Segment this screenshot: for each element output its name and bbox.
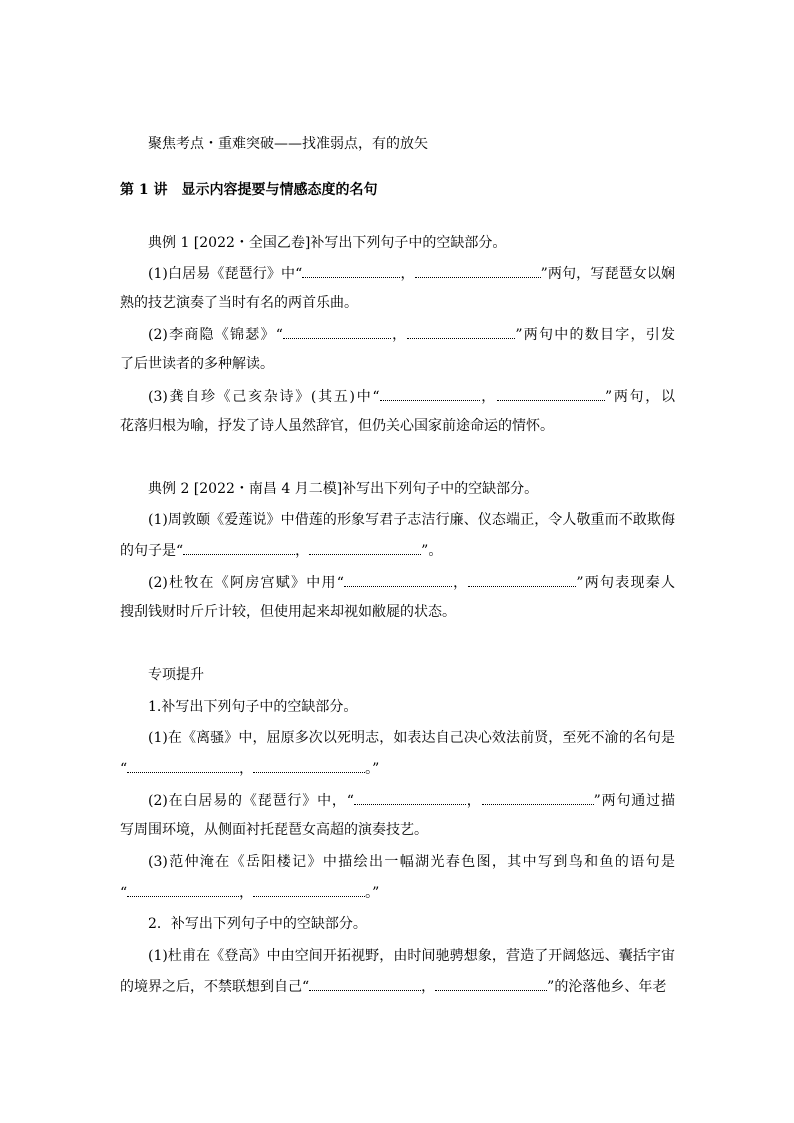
answer-blank[interactable] xyxy=(309,976,421,991)
practice-item1-q3-line1: (3)范仲淹在《岳阳楼记》中描绘出一幅湖光春色图，其中写到鸟和鱼的语句是 xyxy=(148,854,675,870)
text: ， xyxy=(390,327,408,343)
example1-q3-line2: 花落归根为喻，抒发了诗人虽然辞官，但仍关心国家前途命运的情怀。 xyxy=(120,418,554,434)
example2-q2-line2: 搜刮钱财时斤斤计较，但使用起来却视如敝屣的状态。 xyxy=(120,604,456,620)
practice-item2-q1-line2 xyxy=(120,976,675,997)
example1-q2-line2: 了后世读者的多种解读。 xyxy=(120,356,274,372)
text: ， xyxy=(465,793,482,809)
lesson-title: 第 1 讲 显示内容提要与情感态度的名句 xyxy=(120,182,378,198)
example1-q3-line1 xyxy=(148,386,675,407)
text: ， xyxy=(239,761,254,777)
text: ， xyxy=(479,389,497,405)
text: ， xyxy=(421,979,436,995)
example2-q1-line2 xyxy=(120,540,675,561)
answer-blank[interactable] xyxy=(415,263,541,278)
text: ”的沦落他乡、年老 xyxy=(547,979,667,995)
answer-blank[interactable] xyxy=(302,263,400,278)
text: “ xyxy=(120,761,128,777)
text: ”两句通过描 xyxy=(593,793,675,809)
practice-item1-q1-line2 xyxy=(120,758,675,779)
answer-blank[interactable] xyxy=(309,540,421,555)
answer-blank[interactable] xyxy=(407,324,515,339)
answer-blank[interactable] xyxy=(380,386,480,401)
example2-q1-line1: (1)周敦颐《爱莲说》中借莲的形象写君子志洁行廉、仪态端正，令人敬重而不敢欺侮 xyxy=(148,512,675,528)
text: (2)李商隐《锦瑟》“ xyxy=(148,327,283,343)
section-header: 聚焦考点・重难突破——找准弱点，有的放矢 xyxy=(148,136,428,152)
answer-blank[interactable] xyxy=(183,540,295,555)
practice-item2-title: 2．补写出下列句子中的空缺部分。 xyxy=(148,916,367,932)
example1-q2-line1 xyxy=(148,324,675,345)
practice-item1-title: 1.补写出下列句子中的空缺部分。 xyxy=(148,699,358,715)
text: ”。 xyxy=(421,543,443,559)
text: (2)在白居易的《琵琶行》中，“ xyxy=(148,793,354,809)
example2-q2-line1 xyxy=(148,572,675,593)
answer-blank[interactable] xyxy=(344,572,452,587)
text: ， xyxy=(400,266,415,282)
practice-item1-q2-line1 xyxy=(148,790,675,811)
text: ”两句，以 xyxy=(604,389,675,405)
practice-heading: 专项提升 xyxy=(148,667,204,683)
practice-item1-q2-line2: 写周围环境，从侧面衬托琵琶女高超的演奏技艺。 xyxy=(120,822,428,838)
example1-q1-line2: 熟的技艺演奏了当时有名的两首乐曲。 xyxy=(120,295,358,311)
practice-item1-q3-line2 xyxy=(120,882,675,903)
text: 的句子是“ xyxy=(120,543,184,559)
text: ”两句，写琵琶女以娴 xyxy=(540,266,675,282)
answer-blank[interactable] xyxy=(435,976,547,991)
answer-blank[interactable] xyxy=(127,758,239,773)
text: (3)龚自珍《己亥杂诗》(其五)中“ xyxy=(148,389,380,405)
text: 。” xyxy=(365,761,380,777)
answer-blank[interactable] xyxy=(482,790,594,805)
practice-item1-q1-line1: (1)在《离骚》中，屈原多次以死明志，如表达自己决心效法前贤，至死不渝的名句是 xyxy=(148,730,675,746)
example1-title: 典例 1 [2022・全国乙卷]补写出下列句子中的空缺部分。 xyxy=(148,235,507,251)
answer-blank[interactable] xyxy=(468,572,576,587)
answer-blank[interactable] xyxy=(497,386,605,401)
text: ”两句中的数目字，引发 xyxy=(515,327,675,343)
answer-blank[interactable] xyxy=(253,758,365,773)
text: 的境界之后，不禁联想到自己“ xyxy=(120,979,310,995)
text: (1)白居易《琵琶行》中“ xyxy=(148,266,303,282)
example1-q1-line1 xyxy=(148,263,675,284)
text: ”两句表现秦人 xyxy=(576,575,675,591)
answer-blank[interactable] xyxy=(253,882,365,897)
answer-blank[interactable] xyxy=(127,882,239,897)
practice-item2-q1-line1: (1)杜甫在《登高》中由空间开拓视野，由时间驰骋想象，营造了开阔悠远、囊括宇宙 xyxy=(148,948,675,964)
answer-blank[interactable] xyxy=(354,790,466,805)
text: 。” xyxy=(365,885,380,901)
text: ， xyxy=(239,885,254,901)
answer-blank[interactable] xyxy=(283,324,391,339)
example2-title: 典例 2 [2022・南昌 4 月二模]补写出下列句子中的空缺部分。 xyxy=(148,481,539,497)
text: (2)杜牧在《阿房宫赋》中用“ xyxy=(148,575,344,591)
text: ， xyxy=(295,543,310,559)
text: ， xyxy=(451,575,469,591)
text: “ xyxy=(120,885,128,901)
